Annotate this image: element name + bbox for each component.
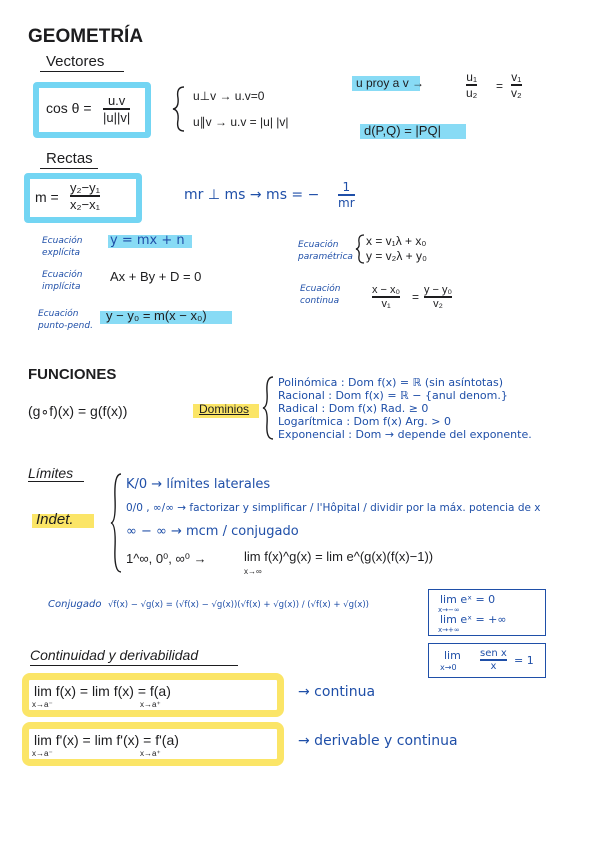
sin-limit-sub: x→0 (440, 663, 457, 672)
implicit-equation: Ax + By + D = 0 (110, 269, 202, 284)
powers-limit-sub: x→∞ (244, 567, 262, 576)
rectas-underline (40, 168, 98, 169)
brace-parametric (355, 234, 365, 264)
proj-fraction-2 (511, 70, 522, 100)
domain-rule-line: Logarítmica : Dom f(x) Arg. > 0 (278, 415, 451, 428)
projection-label: u proy a v → (356, 76, 425, 90)
proj-num-2: v₁ (511, 70, 522, 84)
powers-limit-formula: lim f(x)^g(x) = lim e^(g(x)(f(x)−1)) (244, 549, 434, 564)
derivability-formula: lim f'(x) = lim f'(x) = f'(a) (34, 732, 179, 748)
indet-label: Indet. (36, 511, 74, 528)
composition-formula: (g∘f)(x) = g(f(x)) (28, 403, 128, 419)
parametric-eq-label: Ecuación paramétrica (298, 240, 353, 262)
sin-limit-lim: lim (444, 649, 461, 662)
conjugado-label: Conjugado (48, 599, 102, 610)
limites-heading: Límites (28, 465, 74, 481)
perpendicular-rule: u⊥v → u.v=0 (193, 89, 265, 103)
domain-rule-line: Exponencial : Dom → depende del exponente. (278, 428, 532, 441)
proj-den-2: v₂ (511, 85, 522, 100)
brace-dominios (262, 376, 274, 440)
continuous-fraction-1 (372, 284, 400, 310)
derivability-sub-right: x→a⁺ (140, 749, 161, 758)
perp-num: 1 (342, 180, 351, 194)
brace-vectores (172, 86, 186, 132)
explicit-equation: y = mx + n (110, 233, 185, 248)
k-over-zero-rule: K/0 → límites laterales (126, 477, 271, 492)
continuous-num-2: y − y₀ (424, 284, 453, 296)
domain-rule-line: Radical : Dom f(x) Rad. ≥ 0 (278, 402, 429, 415)
continuous-fraction-2 (424, 284, 452, 310)
continuous-den-1: v₁ (381, 297, 391, 310)
continuity-result: → continua (298, 684, 376, 700)
derivability-sub-left: x→a⁻ (32, 749, 53, 758)
parametric-eq-y: y = v₂λ + y₀ (366, 249, 427, 263)
cos-denominator: |u||v| (103, 109, 131, 125)
perpendicular-slopes: mr ⊥ ms → ms = − (184, 187, 320, 203)
limites-underline (28, 481, 84, 482)
parametric-eq-x: x = v₁λ + x₀ (366, 234, 427, 248)
cos-lhs: cos θ = (46, 100, 92, 116)
slope-numerator: y₂−y₁ (70, 180, 101, 195)
derivability-result: → derivable y continua (298, 733, 458, 749)
brace-limites (110, 473, 122, 573)
point-slope-equation: y − y₀ = m(x − x₀) (106, 308, 207, 323)
continuity-formula: lim f(x) = lim f(x) = f(a) (34, 683, 171, 699)
conjugado-formula: √f(x) − √g(x) = (√f(x) − √g(x))(√f(x) + √g(x)) / (√f(x) + √g(x)) (108, 600, 369, 610)
perp-slope-fraction (338, 180, 355, 210)
proj-fraction-1 (466, 70, 477, 100)
continuous-equals: = (412, 290, 420, 304)
continuous-eq-label: Ecuación continua (300, 284, 341, 306)
cos-numerator: u.v (107, 93, 126, 108)
slope-denominator: x₂−x₁ (70, 196, 101, 212)
slope-fraction (70, 180, 100, 212)
exp-limit-2-sub: x→+∞ (438, 626, 460, 634)
inf-minus-inf-rule: ∞ − ∞ → mcm / conjugado (126, 524, 299, 539)
sin-limit-equals: = 1 (514, 654, 534, 667)
slope-lhs: m = (35, 189, 59, 205)
vectores-heading: Vectores (46, 53, 105, 70)
explicit-eq-label: Ecuación explícita (42, 236, 83, 258)
continuity-sub-right: x→a⁺ (140, 700, 161, 709)
domain-rule-line: Racional : Dom f(x) = ℝ − {anul denom.} (278, 389, 508, 402)
proj-num-1: u₁ (466, 70, 478, 84)
continuidad-heading: Continuidad y derivabilidad (30, 647, 199, 663)
sin-limit-fraction (480, 648, 507, 672)
page-title: GEOMETRÍA (28, 26, 144, 47)
perp-den: mr (338, 195, 355, 210)
proj-den-1: u₂ (466, 85, 478, 100)
dominios-label: Dominios (199, 402, 250, 416)
parallel-rule: u∥v → u.v = |u| |v| (193, 115, 289, 129)
continuity-sub-left: x→a⁻ (32, 700, 53, 709)
continuous-den-2: v₂ (433, 297, 443, 310)
powers-indeterminate: 1^∞, 0⁰, ∞⁰ → (126, 551, 207, 566)
sin-limit-den: x (490, 660, 497, 672)
funciones-heading: FUNCIONES (28, 366, 117, 383)
cos-fraction (103, 93, 130, 125)
continuidad-underline (30, 665, 238, 666)
domain-rule-line: Polinómica : Dom f(x) = ℝ (sin asíntotas) (278, 376, 504, 389)
exp-limit-1-sub: x→−∞ (438, 606, 460, 614)
rectas-heading: Rectas (46, 150, 93, 167)
exp-limit-1: lim eˣ = 0 (440, 593, 496, 606)
distance-formula: d(P,Q) = |PQ| (364, 123, 441, 138)
vectores-underline (40, 71, 124, 72)
zero-over-zero-rule: 0/0 , ∞/∞ → factorizar y simplificar / l'Hôpital / dividir por la máx. potencia de x (126, 502, 541, 514)
continuous-num-1: x − x₀ (372, 284, 401, 296)
implicit-eq-label: Ecuación implícita (42, 270, 83, 292)
exp-limit-2: lim eˣ = +∞ (440, 613, 507, 626)
point-slope-eq-label: Ecuación punto-pend. (38, 309, 93, 331)
sin-limit-num: sen x (480, 648, 507, 659)
proj-equals: = (496, 79, 504, 93)
